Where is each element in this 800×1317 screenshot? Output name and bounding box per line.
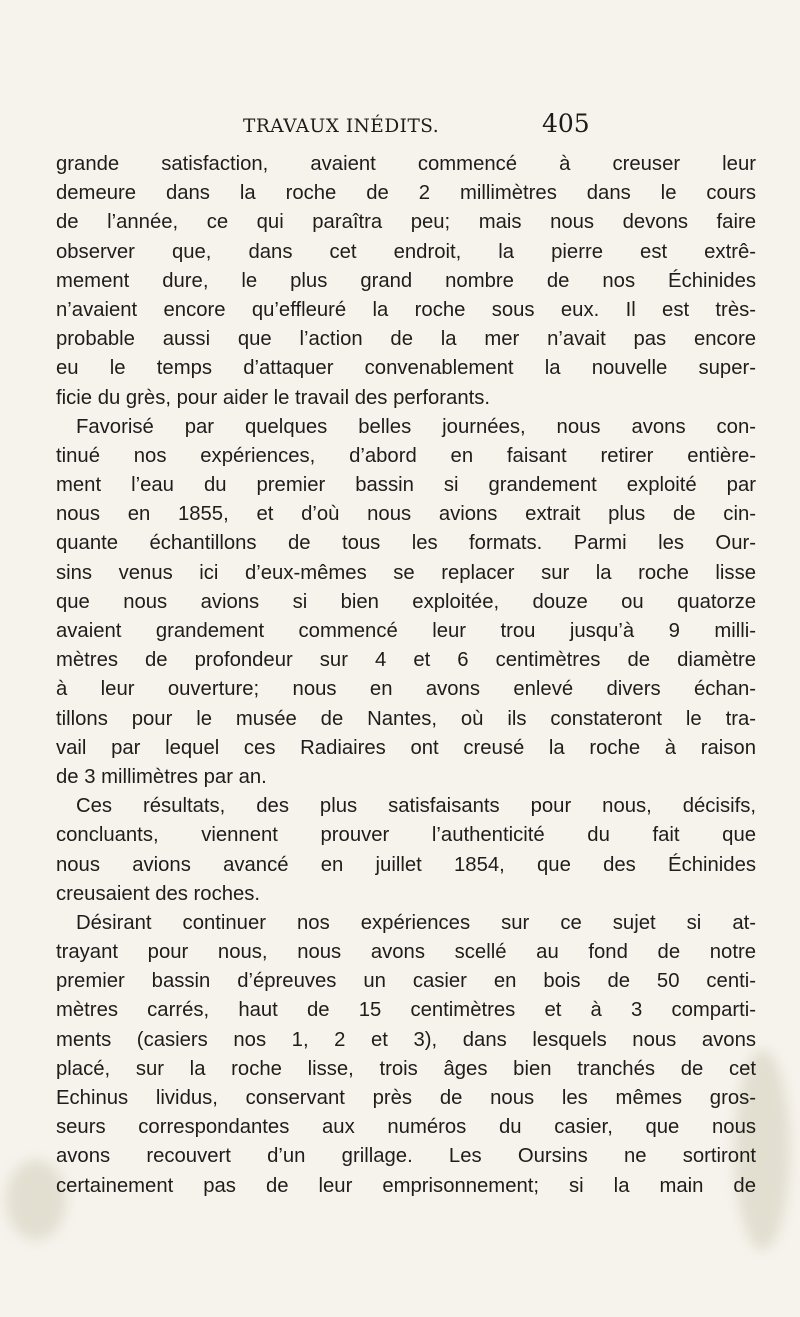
text-line: nous en 1855, et d’où nous avions extrait plus de cin- <box>56 503 756 526</box>
text-line: probable aussi que l’action de la mer n’avait pas encore <box>56 328 756 351</box>
running-head <box>0 109 800 146</box>
text-line: ficie du grès, pour aider le travail des perforants. <box>56 386 491 409</box>
text-line: avons recouvert d’un grillage. Les Oursins ne sortiront <box>56 1145 756 1168</box>
text-line: tinué nos expériences, d’abord en faisant retirer entière- <box>56 444 756 467</box>
text-line: grande satisfaction, avaient commencé à creuser leur <box>56 153 756 175</box>
text-line: vail par lequel ces Radiaires ont creusé la roche à raison <box>56 736 756 759</box>
text-line: Ces résultats, des plus satisfaisants pour nous, décisifs, <box>76 795 756 818</box>
text-line: observer que, dans cet endroit, la pierre est extrê- <box>56 240 756 263</box>
text-line: seurs correspondantes aux numéros du casier, que nous <box>56 1116 756 1139</box>
text-line: Désirant continuer nos expériences sur ce sujet si at- <box>76 911 756 934</box>
text-line: mement dure, le plus grand nombre de nos Échinides <box>56 269 756 292</box>
text-line: quante échantillons de tous les formats. Parmi les Our- <box>56 532 756 555</box>
page-number: 405 <box>542 109 590 138</box>
text-line: Echinus lividus, conservant près de nous les mêmes gros- <box>56 1087 756 1109</box>
text-line: de l’année, ce qui paraîtra peu; mais nous devons faire <box>56 211 756 234</box>
text-line: ments (casiers nos 1, 2 et 3), dans lesquels nous avons <box>56 1028 756 1051</box>
text-line: sins venus ici d’eux-mêmes se replacer sur la roche lisse <box>56 561 756 584</box>
text-line: demeure dans la roche de 2 millimètres dans le cours <box>56 182 756 205</box>
text-line: mètres de profondeur sur 4 et 6 centimètres de diamètre <box>56 649 756 672</box>
text-line: placé, sur la roche lisse, trois âges bien tranchés de cet <box>56 1057 756 1080</box>
text-line: concluants, viennent prouver l’authenticité du fait que <box>56 824 756 847</box>
running-title: TRAVAUX INÉDITS. <box>243 116 440 137</box>
text-line: n’avaient encore qu’effleuré la roche sous eux. Il est très- <box>56 298 756 321</box>
text-line: Favorisé par quelques belles journées, nous avons con- <box>76 415 756 438</box>
text-line: creusaient des roches. <box>56 882 261 905</box>
body-text <box>56 150 756 1201</box>
text-line: trayant pour nous, nous avons scellé au fond de notre <box>56 941 756 964</box>
text-line: mètres carrés, haut de 15 centimètres et à 3 comparti- <box>56 999 756 1022</box>
text-line: ment l’eau du premier bassin si grandement exploité par <box>56 474 756 497</box>
text-line: eu le temps d’attaquer convenablement la nouvelle super- <box>56 357 756 380</box>
text-line: à leur ouverture; nous en avons enlevé divers échan- <box>56 678 756 701</box>
text-line: nous avions avancé en juillet 1854, que des Échinides <box>56 853 756 876</box>
text-line: de 3 millimètres par an. <box>56 765 267 788</box>
text-line: tillons pour le musée de Nantes, où ils constateront le tra- <box>56 707 756 730</box>
text-line: que nous avions si bien exploitée, douze ou quatorze <box>56 590 756 613</box>
text-line: avaient grandement commencé leur trou jusqu’à 9 milli- <box>56 620 756 642</box>
text-line: premier bassin d’épreuves un casier en bois de 50 centi- <box>56 970 756 993</box>
text-line: certainement pas de leur emprisonnement; si la main de <box>56 1174 756 1197</box>
